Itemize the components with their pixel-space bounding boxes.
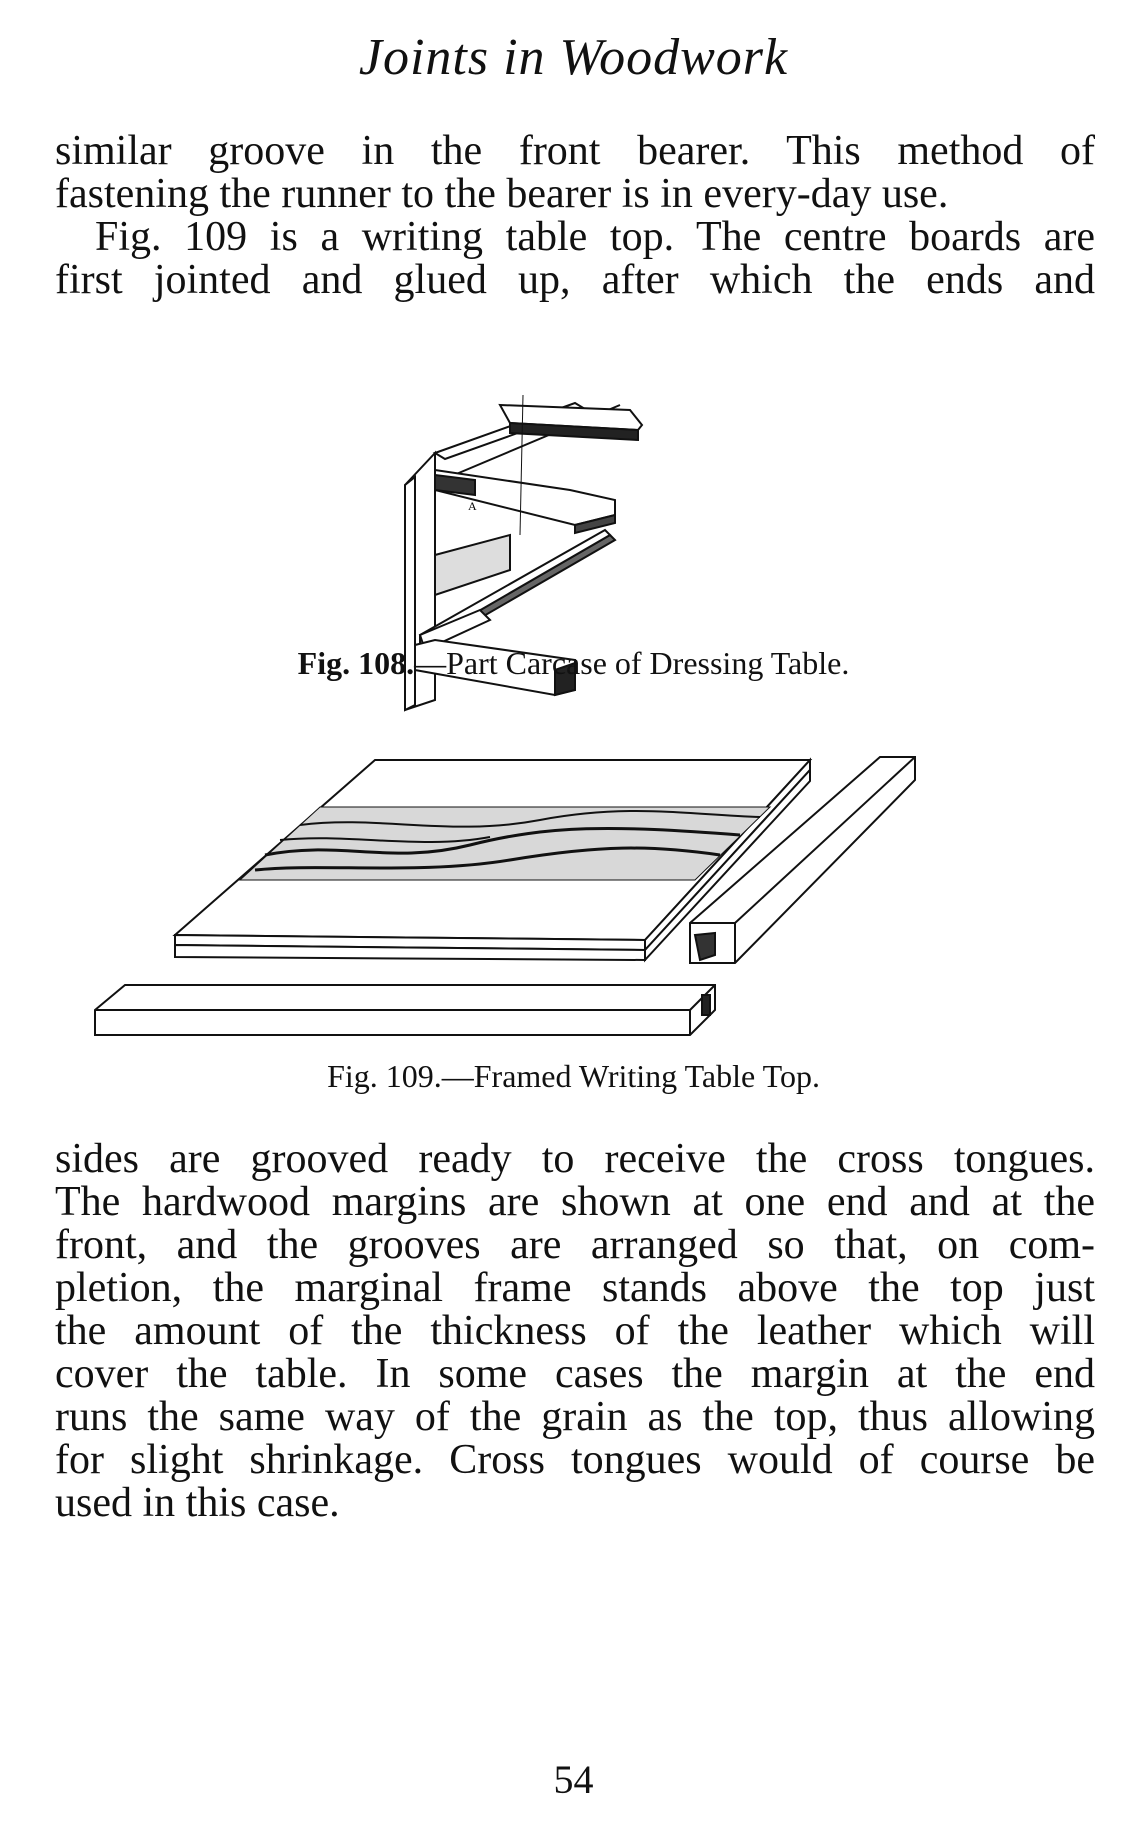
text-line: the amount of the thickness of the leather which will: [55, 1308, 1095, 1354]
text-line: fastening the runner to the bearer is in every-day use.: [55, 171, 949, 217]
text-line: pletion, the marginal frame stands above the top just: [55, 1265, 1095, 1311]
figure-108-letter-a: A: [468, 499, 477, 513]
top-paragraph: [55, 130, 1095, 302]
text-line: first jointed and glued up, after which the ends and: [55, 257, 1095, 303]
figure-108-caption: [0, 645, 1147, 682]
text-line: similar groove in the front bearer. This method of: [55, 128, 1095, 174]
figure-109-label: Fig. 109.: [327, 1058, 442, 1094]
figure-109-caption: [0, 1058, 1147, 1095]
figure-109-caption-text: —Framed Writing Table Top.: [441, 1058, 820, 1094]
page-number: 54: [553, 1757, 594, 1802]
text-line: runs the same way of the grain as the top, thus allowing: [55, 1394, 1095, 1440]
text-line: Fig. 109 is a writing table top. The centre boards are: [95, 214, 1095, 260]
text-line: The hardwood margins are shown at one end and at the: [55, 1179, 1095, 1225]
figure-108-caption-text: —Part Carcase of Dressing Table.: [414, 645, 850, 681]
figure-109-illustration: [90, 745, 950, 1065]
text-line: for slight shrinkage. Cross tongues would of course be: [55, 1437, 1095, 1483]
text-line: cover the table. In some cases the margin at the end: [55, 1351, 1095, 1397]
bottom-paragraph: [55, 1138, 1095, 1525]
text-line: used in this case.: [55, 1480, 340, 1526]
text-line: sides are grooved ready to receive the cross tongues.: [55, 1136, 1095, 1182]
figure-108-label: Fig. 108.: [297, 645, 415, 681]
running-header: Joints in Woodwork: [358, 29, 789, 86]
text-line: front, and the grooves are arranged so that, on com-: [55, 1222, 1095, 1268]
